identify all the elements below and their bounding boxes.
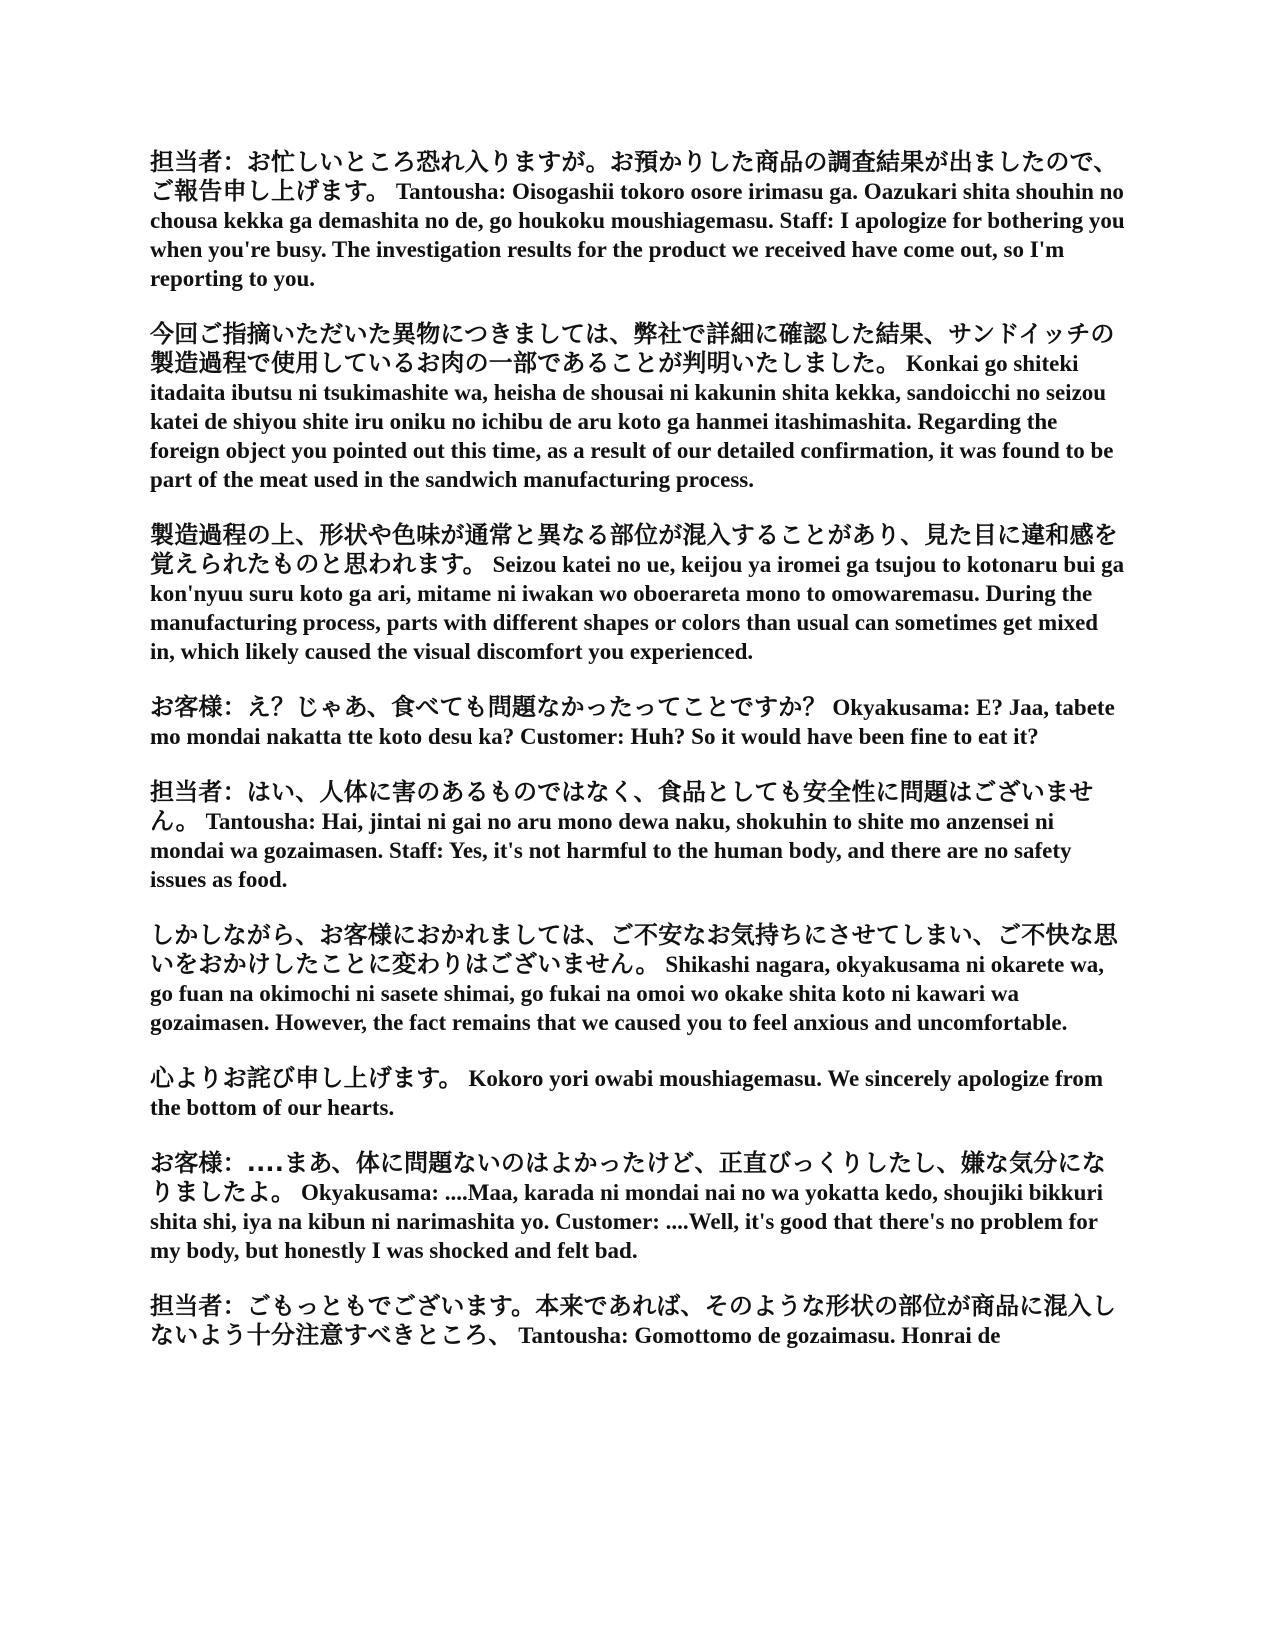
paragraph-8 [150, 1149, 1125, 1265]
document-page [150, 148, 1125, 1377]
paragraph-9 [150, 1292, 1125, 1350]
paragraph-6 [150, 921, 1125, 1037]
japanese-text: お客様：え？じゃあ、食べても問題なかったってことですか？ [150, 693, 827, 721]
romaji-translation-text: Tantousha: Oisogashii tokoro osore irimasu ga. Oazukari shita shouhin no chousa kekka ga demashita no de, go houkoku moushiagemasu. Staff: I apologize for bothering you when you're busy. The investigation results for the product we received have come out, so I'm reporting to you. [150, 179, 1125, 291]
paragraph-3 [150, 521, 1125, 666]
japanese-text: お客様：....まあ、体に問題ないのはよかったけど、正直びっくりしたし、嫌な気分になりましたよ。 [150, 1149, 1106, 1206]
japanese-text: しかしながら、お客様におかれましては、ご不安なお気持ちにさせてしまい、ご不快な思いをおかけしたことに変わりはございません。 [150, 921, 1118, 978]
romaji-translation-text: Tantousha: Gomottomo de gozaimasu. Honrai de [518, 1323, 1001, 1348]
japanese-text: 担当者：ごもっともでございます。本来であれば、そのような形状の部位が商品に混入しないよう十分注意すべきところ、 [150, 1292, 1117, 1349]
romaji-translation-text: Seizou katei no ue, keijou ya iromei ga tsujou to kotonaru bui ga kon'nyuu suru koto ga ari, mitame ni iwakan wo oboerareta mono to omowaremasu. During the manufacturing process, parts with different shapes or colors than usual can sometimes get mixed in, which likely caused the visual discomfort you experienced. [150, 552, 1125, 664]
paragraph-2 [150, 320, 1125, 494]
romaji-translation-text: Shikashi nagara, okyakusama ni okarete wa, go fuan na okimochi ni sasete shimai, go fukai na omoi wo okake shita koto ni kawari wa gozaimasen. However, the fact remains that we caused you to feel anxious and uncomfortable. [150, 952, 1104, 1035]
japanese-text: 担当者：はい、人体に害のあるものではなく、食品としても安全性に問題はございません。 [150, 778, 1094, 835]
japanese-text: 今回ご指摘いただいた異物につきましては、弊社で詳細に確認した結果、サンドイッチの製造過程で使用しているお肉の一部であることが判明いたしました。 [150, 320, 1115, 377]
paragraph-4 [150, 693, 1125, 751]
romaji-translation-text: Okyakusama: ....Maa, karada ni mondai nai no wa yokatta kedo, shoujiki bikkuri shita shi, iya na kibun ni narimashita yo. Customer: ....Well, it's good that there's no problem for my body, but honestly I was shocked and felt bad. [150, 1180, 1103, 1263]
romaji-translation-text: Tantousha: Hai, jintai ni gai no aru mono dewa naku, shokuhin to shite mo anzensei ni mondai wa gozaimasen. Staff: Yes, it's not harmful to the human body, and there are no safety issues as food. [150, 809, 1072, 892]
paragraph-7 [150, 1064, 1125, 1122]
japanese-text: 心よりお詫び申し上げます。 [150, 1064, 463, 1092]
japanese-text: 製造過程の上、形状や色味が通常と異なる部位が混入することがあり、見た目に違和感を覚えられたものと思われます。 [150, 521, 1118, 578]
paragraph-5 [150, 778, 1125, 894]
romaji-translation-text: Konkai go shiteki itadaita ibutsu ni tsukimashite wa, heisha de shousai ni kakunin shita kekka, sandoicchi no seizou katei de shiyou shite iru oniku no ichibu de aru koto ga hanmei itashimashita. Regarding the foreign object you pointed out this time, as a result of our detailed confirmation, it was found to be part of the meat used in the sandwich manufacturing process. [150, 351, 1114, 492]
japanese-text: 担当者：お忙しいところ恐れ入りますが。お預かりした商品の調査結果が出ましたので、ご報告申し上げます。 [150, 148, 1118, 205]
romaji-translation-text: Kokoro yori owabi moushiagemasu. We sincerely apologize from the bottom of our hearts. [150, 1066, 1104, 1120]
romaji-translation-text: Okyakusama: E? Jaa, tabete mo mondai nakatta tte koto desu ka? Customer: Huh? So it would have been fine to eat it? [150, 695, 1115, 749]
paragraph-1 [150, 148, 1125, 293]
